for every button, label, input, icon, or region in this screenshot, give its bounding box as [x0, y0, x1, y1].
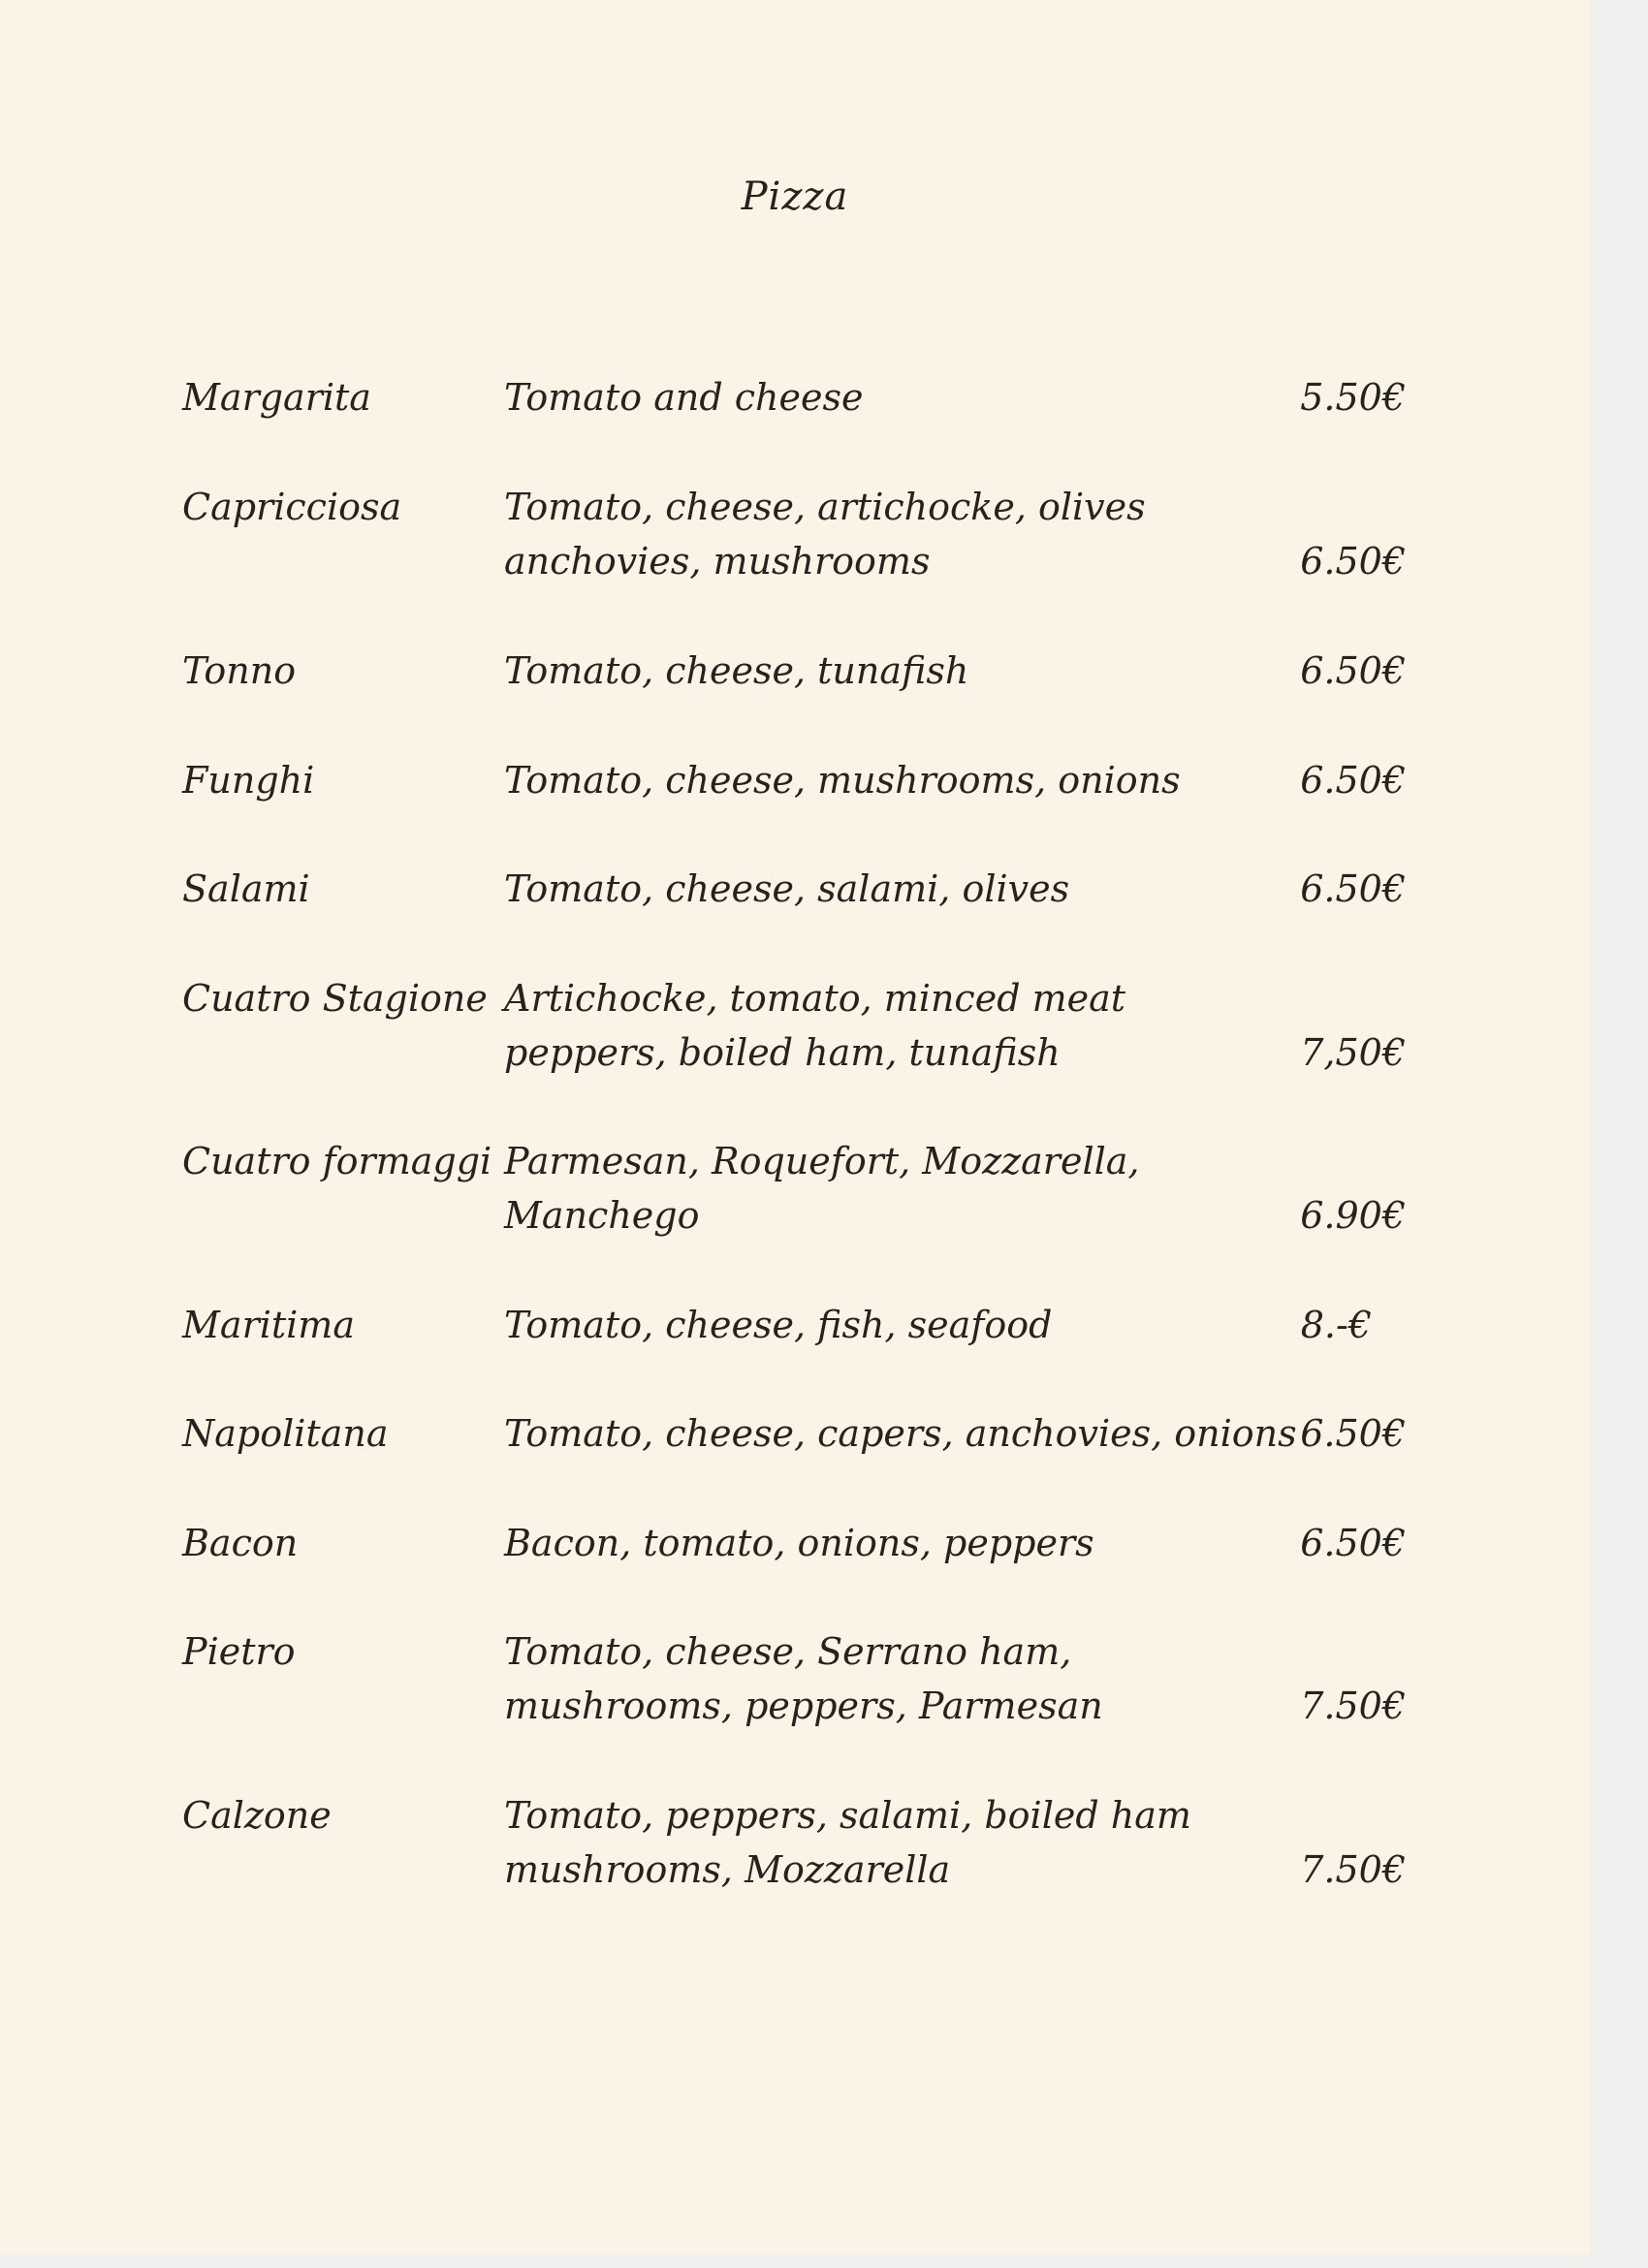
item-price: 7,50€ [1300, 1031, 1406, 1074]
item-name: Bacon [182, 1522, 299, 1564]
item-description: Bacon, tomato, onions, peppers [504, 1522, 1094, 1564]
item-name: Salami [182, 867, 310, 910]
item-description: Tomato, peppers, salami, boiled ham [504, 1794, 1191, 1837]
item-price: 7.50€ [1300, 1848, 1406, 1891]
item-name: Margarita [182, 376, 371, 419]
item-name: Cuatro Stagione [182, 977, 488, 1020]
item-description: Tomato, cheese, fish, seafood [504, 1304, 1053, 1346]
item-description: Tomato and cheese [504, 376, 864, 419]
item-price: 6.50€ [1300, 649, 1406, 692]
item-price: 6.50€ [1300, 867, 1406, 910]
item-description: Parmesan, Roquefort, Mozzarella, [504, 1140, 1140, 1182]
item-price: 7.50€ [1300, 1685, 1406, 1727]
item-description: peppers, boiled ham, tunafish [504, 1031, 1061, 1074]
item-description: Tomato, cheese, tunafish [504, 649, 969, 692]
item-price: 6.90€ [1300, 1194, 1406, 1237]
item-price: 6.50€ [1300, 1412, 1406, 1455]
item-name: Cuatro formaggi [182, 1140, 492, 1182]
item-description: Tomato, cheese, artichocke, olives [504, 486, 1146, 528]
item-description: anchovies, mushrooms [504, 540, 931, 583]
item-description: Tomato, cheese, capers, anchovies, onions [504, 1412, 1297, 1455]
item-price: 6.50€ [1300, 540, 1406, 583]
menu-title: Pizza [741, 174, 849, 219]
item-description: Tomato, cheese, salami, olives [504, 867, 1070, 910]
item-description: Artichocke, tomato, minced meat [504, 977, 1126, 1020]
item-name: Pietro [182, 1630, 296, 1673]
item-name: Capricciosa [182, 486, 402, 528]
item-description: mushrooms, Mozzarella [504, 1848, 951, 1891]
item-price: 6.50€ [1300, 1522, 1406, 1564]
item-name: Maritima [182, 1304, 355, 1346]
item-name: Calzone [182, 1794, 332, 1837]
item-description: mushrooms, peppers, Parmesan [504, 1685, 1103, 1727]
item-price: 6.50€ [1300, 759, 1406, 802]
item-name: Tonno [182, 649, 297, 692]
item-description: Tomato, cheese, Serrano ham, [504, 1630, 1072, 1673]
item-price: 5.50€ [1300, 376, 1406, 419]
item-price: 8.-€ [1300, 1304, 1372, 1346]
item-description: Manchego [504, 1194, 700, 1237]
item-description: Tomato, cheese, mushrooms, onions [504, 759, 1181, 802]
item-name: Napolitana [182, 1412, 389, 1455]
item-name: Funghi [182, 759, 315, 802]
